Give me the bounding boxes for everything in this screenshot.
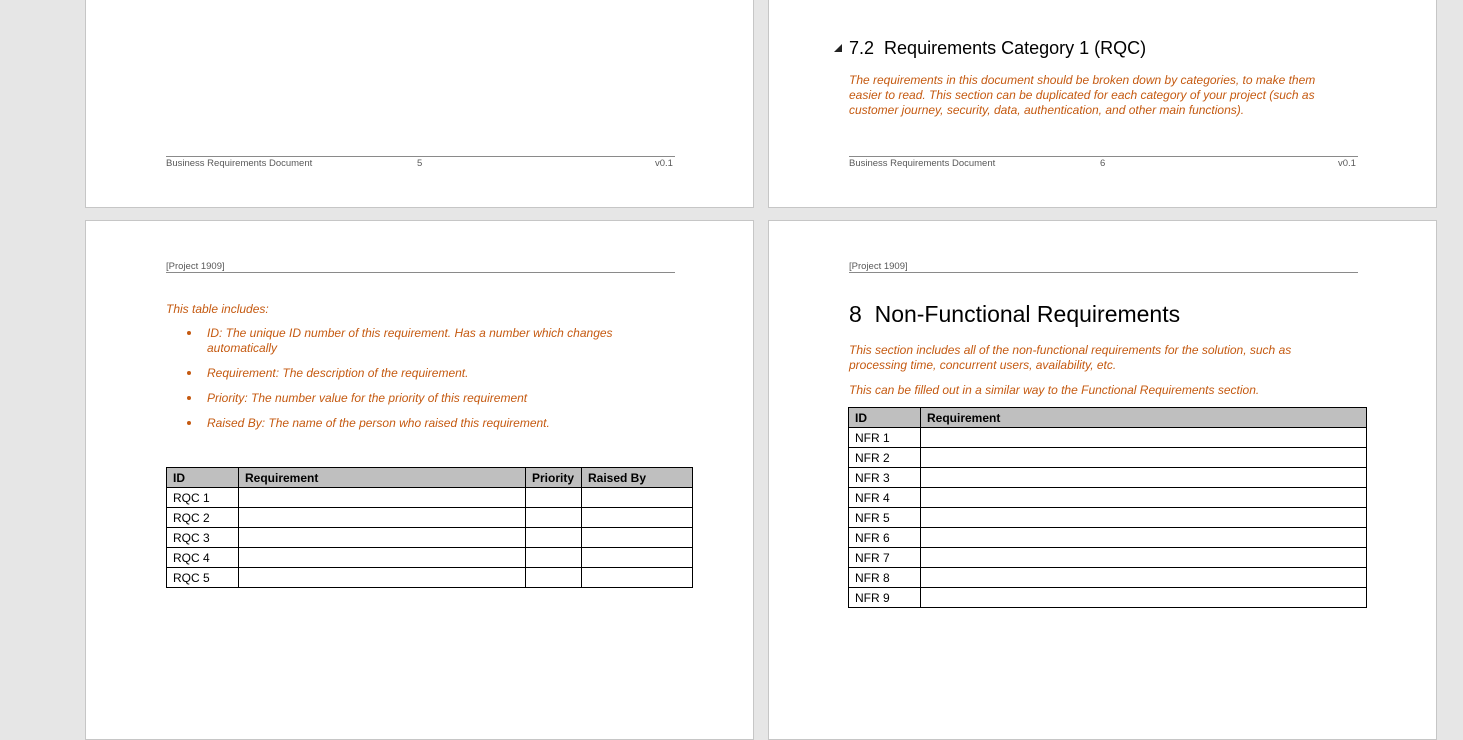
section-intro: The requirements in this document should be broken down by categories, to make them easier to read. This section can be duplicated for each category of your project (such as customer journey, security, data, authentication, and other main functions). [849, 73, 1316, 117]
heading-number: 7.2 [849, 38, 875, 58]
col-header-requirement: Requirement [239, 468, 526, 488]
col-header-id: ID [849, 408, 921, 428]
col-header-id: ID [167, 468, 239, 488]
footer-version: v0.1 [1338, 158, 1356, 169]
section-paragraph-2: This can be filled out in a similar way to the Functional Requirements section. [849, 383, 1260, 397]
nfr-table [848, 407, 1367, 608]
heading-number: 8 [849, 301, 862, 327]
bullet-icon [187, 331, 191, 335]
table-row: RQC 3 [167, 528, 693, 548]
table-row: NFR 7 [849, 548, 1367, 568]
footer-divider [849, 156, 1358, 157]
bullet-list [166, 326, 636, 441]
header-project: [Project 1909] [849, 261, 908, 272]
table-row: NFR 1 [849, 428, 1367, 448]
header-project: [Project 1909] [166, 261, 225, 272]
page-7 [85, 220, 754, 740]
header-divider [166, 272, 675, 273]
col-header-priority: Priority [526, 468, 582, 488]
section-heading [849, 38, 1146, 59]
footer-title: Business Requirements Document [849, 158, 996, 169]
page-5 [85, 0, 754, 208]
list-item: Requirement: The description of the requirement. [166, 366, 636, 381]
bullet-icon [187, 371, 191, 375]
section-paragraph-1: This section includes all of the non-functional requirements for the solution, such as processing time, concurrent users, availability, etc. [849, 343, 1292, 372]
list-item: Priority: The number value for the priority of this requirement [166, 391, 636, 406]
table-row: NFR 2 [849, 448, 1367, 468]
table-intro: This table includes: [166, 302, 269, 316]
table-row: RQC 2 [167, 508, 693, 528]
section-heading [849, 301, 1180, 328]
list-item: ID: The unique ID number of this requirement. Has a number which changes automatically [166, 326, 636, 356]
list-item: Raised By: The name of the person who raised this requirement. [166, 416, 636, 431]
col-header-requirement: Requirement [921, 408, 1367, 428]
heading-text: Non-Functional Requirements [874, 301, 1181, 327]
table-row: NFR 6 [849, 528, 1367, 548]
footer-title: Business Requirements Document [166, 158, 313, 169]
page-number: 6 [1100, 158, 1106, 169]
table-row: RQC 5 [167, 568, 693, 588]
header-divider [849, 272, 1358, 273]
table-row: RQC 4 [167, 548, 693, 568]
footer-divider [166, 156, 675, 157]
table-row: NFR 9 [849, 588, 1367, 608]
table-row: NFR 5 [849, 508, 1367, 528]
footer-version: v0.1 [655, 158, 673, 169]
bullet-icon [187, 396, 191, 400]
table-row: NFR 8 [849, 568, 1367, 588]
page-number: 5 [417, 158, 423, 169]
table-row: RQC 1 [167, 488, 693, 508]
table-row: NFR 3 [849, 468, 1367, 488]
rqc-table [166, 467, 693, 588]
bullet-icon [187, 421, 191, 425]
page-6 [768, 0, 1437, 208]
col-header-raised-by: Raised By [582, 468, 693, 488]
collapse-triangle-icon[interactable] [834, 44, 842, 52]
page-8 [768, 220, 1437, 740]
table-row: NFR 4 [849, 488, 1367, 508]
heading-text: Requirements Category 1 (RQC) [884, 38, 1147, 58]
